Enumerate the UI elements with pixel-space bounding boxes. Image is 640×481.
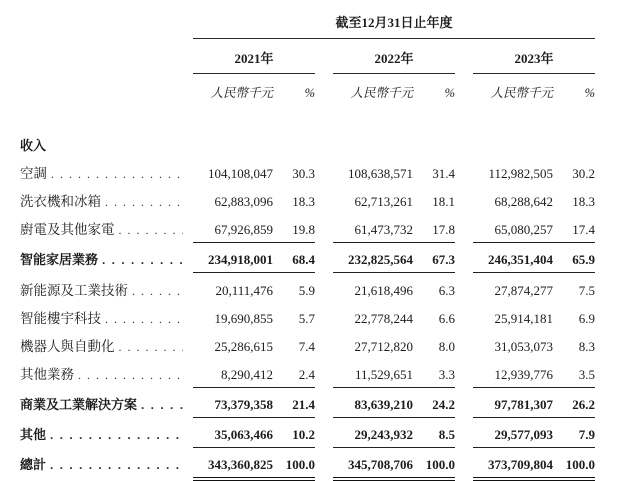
percent-value: 100.0 [553,453,595,481]
year-header-row [20,48,595,74]
column-spacer [315,432,333,439]
column-spacer [455,199,473,206]
amount-value: 234,918,001 [193,248,273,273]
percent-value: 10.2 [273,423,315,448]
amount-value: 20,111,476 [215,283,273,298]
period-header: 截至12月31日止年度 [193,12,595,39]
amount-value: 246,351,404 [473,248,553,273]
column-spacer [315,227,333,234]
row-label [20,303,193,330]
dot-leader [141,397,183,412]
table-row [20,158,595,185]
percent-value: 18.1 [432,194,455,209]
row-label-text: 新能源及工業技術 [20,283,128,298]
amount-value: 31,053,073 [494,339,553,354]
row-label-text: 空調 [20,166,47,181]
year-header-2022: 2022年 [333,48,455,74]
percent-value: 21.4 [273,393,315,418]
dot-leader [119,222,184,238]
table-row [20,450,595,481]
amount-value: 35,063,466 [193,423,273,448]
percent-value: 3.5 [553,363,595,388]
percent-value: 19.8 [273,218,315,243]
percent-value: 7.5 [578,283,595,298]
percent-value: 5.9 [298,283,315,298]
percent-value: 65.9 [553,248,595,273]
percent-value: 6.9 [578,311,595,326]
percent-value: 26.2 [553,393,595,418]
percent-value: 17.4 [553,218,595,243]
percent-header: % [584,86,595,100]
amount-value: 8,290,412 [193,363,273,388]
percent-value: 2.4 [273,363,315,388]
amount-value: 73,379,358 [193,393,273,418]
column-spacer [455,344,473,351]
amount-value: 345,708,706 [333,453,413,481]
dot-leader [105,194,183,210]
table-row [20,275,595,302]
amount-value: 27,712,820 [354,339,413,354]
amount-value: 25,286,615 [214,339,273,354]
amount-value: 65,080,257 [473,218,553,243]
percent-value: 30.3 [292,166,315,181]
column-spacer [455,171,473,178]
dot-leader [105,311,183,327]
column-spacer [455,257,473,264]
row-label-text: 商業及工業解決方案 [20,397,138,412]
table-row [20,186,595,213]
amount-value: 21,618,496 [354,283,413,298]
amount-value: 11,529,651 [333,363,413,388]
table-row [20,420,595,448]
percent-value: 8.5 [413,423,455,448]
row-label [20,275,193,302]
amount-value: 67,926,859 [193,218,273,243]
amount-value: 22,778,244 [354,311,413,326]
column-spacer [315,402,333,409]
amount-value: 108,638,571 [348,166,413,181]
row-label-text: 其他 [20,427,47,442]
column-spacer [455,227,473,234]
row-label-text: 智能樓宇科技 [20,311,101,326]
row-label-text: 廚電及其他家電 [20,222,115,237]
amount-value: 25,914,181 [494,311,553,326]
percent-value: 100.0 [413,453,455,481]
column-spacer [455,462,473,469]
column-spacer [315,344,333,351]
amount-value: 19,690,855 [214,311,273,326]
row-label [20,158,193,185]
table-row [20,359,595,388]
dot-leader [132,283,183,299]
table-row [20,131,595,157]
column-spacer [455,372,473,379]
table-rows [20,131,595,481]
row-label-text: 智能家居業務 [20,252,99,267]
dot-leader [50,427,183,442]
row-label [20,359,193,386]
column-spacer [315,288,333,295]
year-header-2023: 2023年 [473,48,595,74]
amount-value: 104,108,047 [208,166,273,181]
column-spacer [455,432,473,439]
amount-value: 373,709,804 [473,453,553,481]
percent-value: 3.3 [413,363,455,388]
percent-value: 100.0 [273,453,315,481]
row-label-text: 總計 [20,457,47,472]
column-spacer [315,257,333,264]
percent-value: 31.4 [432,166,455,181]
percent-value: 7.4 [298,339,315,354]
row-label [20,186,193,213]
column-spacer [315,171,333,178]
column-spacer [315,372,333,379]
table-row [20,303,595,330]
amount-value: 27,874,277 [494,283,553,298]
percent-value: 8.3 [578,339,595,354]
row-label-text: 機器人與自動化 [20,339,115,354]
column-spacer [455,288,473,295]
dot-leader [51,166,183,182]
column-spacer [315,199,333,206]
percent-value: 7.9 [553,423,595,448]
row-label-text: 其他業務 [20,367,74,382]
amount-value: 232,825,564 [333,248,413,273]
column-spacer [315,462,333,469]
amount-value: 62,883,096 [214,194,273,209]
year-header-2021: 2021年 [193,48,315,74]
row-label [20,390,193,416]
percent-header: % [444,86,455,100]
column-spacer [455,402,473,409]
amount-value: 29,577,093 [473,423,553,448]
row-label [20,245,193,271]
amount-value: 68,288,642 [494,194,553,209]
percent-value: 6.6 [438,311,455,326]
percent-value: 8.0 [438,339,455,354]
row-label-text: 收入 [20,138,47,153]
amount-value: 343,360,825 [193,453,273,481]
table-row [20,390,595,418]
row-label [20,450,193,476]
amount-value: 29,243,932 [333,423,413,448]
column-spacer [455,316,473,323]
amount-value: 61,473,732 [333,218,413,243]
percent-value: 5.7 [298,311,315,326]
unit-header: 人民幣千元 [210,86,273,100]
table-row [20,214,595,243]
unit-header-row [20,83,595,101]
unit-header: 人民幣千元 [490,86,553,100]
row-label [20,420,193,446]
amount-value: 12,939,776 [473,363,553,388]
amount-value: 97,781,307 [473,393,553,418]
column-spacer [315,316,333,323]
dot-leader [50,457,183,472]
period-header-row [20,12,595,39]
unit-header: 人民幣千元 [350,86,413,100]
percent-value: 68.4 [273,248,315,273]
row-label [20,331,193,358]
dot-leader [102,252,183,267]
row-label [20,214,193,241]
dot-leader [119,339,184,355]
row-label-text: 洗衣機和冰箱 [20,194,101,209]
amount-value: 62,713,261 [354,194,413,209]
percent-value: 30.2 [572,166,595,181]
percent-header: % [304,86,315,100]
table-row [20,331,595,358]
amount-value: 83,639,210 [333,393,413,418]
percent-value: 6.3 [438,283,455,298]
table-row [20,245,595,273]
percent-value: 67.3 [413,248,455,273]
percent-value: 18.3 [572,194,595,209]
percent-value: 17.8 [413,218,455,243]
row-label [20,131,193,157]
dot-leader [78,367,183,383]
percent-value: 24.2 [413,393,455,418]
percent-value: 18.3 [292,194,315,209]
amount-value: 112,982,505 [488,166,553,181]
